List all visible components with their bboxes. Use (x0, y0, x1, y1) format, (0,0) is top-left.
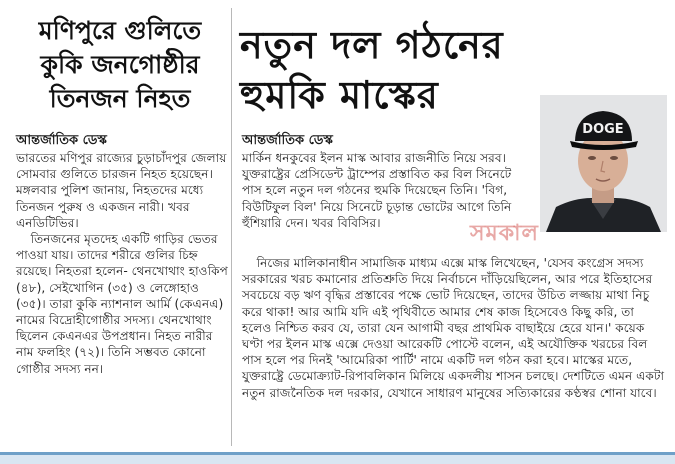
left-paragraph: তিনজনের মৃতদেহ একটি গাড়ির ভেতর পাওয়া যায়। তাদের শরীরে গুলির চিহ্ন রয়েছে। নিহতরা হলেন- থেনখোথাং হাওকিপ (৪৮), সেইখোগিন (৩৫) ও লেঙ্গোহাও (৩৫)। তারা কুকি ন্যাশনাল আর্মি (কেএনএ) নামের বিদ্রোহীগোষ্ঠীর সদস্য। থেনখোথাং ছিলেন কেএনএর উপপ্রধান। নিহত নারীর নাম ফলহিং (৭২)। তিনি সম্ভবত কোনো গোষ্ঠীর সদস্য নন। (16, 232, 228, 376)
left-headline-line: মণিপুরে গুলিতে (38, 16, 202, 45)
left-headline (14, 14, 226, 116)
bottom-border (0, 452, 675, 464)
left-headline-line: তিনজন নিহত (49, 84, 191, 113)
right-article-body (242, 255, 667, 401)
right-headline (240, 20, 530, 120)
right-dateline: আন্তর্জাতিক ডেস্ক (242, 133, 333, 148)
left-paragraph: ভারতের মণিপুর রাজ্যের চুড়াচাঁদপুর জেলায় সোমবার গুলিতে চারজন নিহত হয়েছেন। মঙ্গলবার পুলিশ জানায়, নিহতদের মধ্যে তিনজন পুরুষ ও একজন নারী। খবর এনডিটিভির। (16, 151, 227, 230)
left-article-body (16, 150, 228, 377)
newspaper-watermark: সমকাল (470, 221, 539, 246)
column-divider (231, 8, 232, 446)
left-headline-line: কুকি জনগোষ্ঠীর (40, 50, 200, 79)
right-paragraph: নিজের মালিকানাধীন সামাজিক মাধ্যম এক্সে মাস্ক লিখেছেন, 'যেসব কংগ্রেস সদস্য সরকারের খরচ কমানোর প্রতিশ্রুতি দিয়ে নির্বাচনে দাঁড়িয়েছিলেন, আর পরে ইতিহাসের সবচেয়ে বড় ঋণ বৃদ্ধির প্রস্তাবের পক্ষে ভোট দিয়েছেন, তাদের উচিত লজ্জায় মাথা নিচু করে থাকা! আর আমি যদি এই পৃথিবীতে আমার শেষ কাজ হিসেবেও কিছু করি, তা হলেও নিশ্চিত করব যে, তারা যেন আগামী বছর প্রাথমিক বাছাইয়ে হেরে যান।' কয়েক ঘণ্টা পর ইলন মাস্ক এক্সে দেওয়া আরেকটি পোস্টে বলেন, এই অযৌক্তিক খরচের বিল পাস হলে পর দিনই 'আমেরিকা পার্টি' নামে একটি দল গঠন করা হবে। মাস্কের মতে, যুক্তরাষ্ট্রে ডেমোক্র্যাট-রিপাবলিকান মিলিয়ে একদলীয় শাসন চলছে। দেশটিতে এমন একটা নতুন রাজনৈতিক দল দরকার, যেখানে সাধারণ মানুষের সত্যিকারের কণ্ঠস্বর শোনা যাবে। (242, 256, 665, 400)
bottom-accent-line (0, 452, 675, 455)
left-dateline: আন্তর্জাতিক ডেস্ক (16, 133, 107, 148)
article-photo (540, 95, 667, 232)
right-headline-line: নতুন দল গঠনের (240, 23, 504, 67)
cap-logo-text: DOGE (582, 122, 624, 137)
right-headline-line: হুমকি মাস্কের (240, 73, 439, 117)
right-paragraph: মার্কিন ধনকুবের ইলন মাস্ক আবার রাজনীতি নিয়ে সরব। যুক্তরাষ্ট্রের প্রেসিডেন্ট ট্রাম্পের প্রস্তাবিত কর বিল সিনেটে পাস হলে নতুন দল গঠনের হুমকি দিয়েছেন তিনি। 'বিগ, বিউটিফুল বিল' নিয়ে সিনেটে চূড়ান্ত ভোটের আগে তিনি হুঁশিয়ারি দেন। খবর বিবিসির। (242, 151, 512, 230)
